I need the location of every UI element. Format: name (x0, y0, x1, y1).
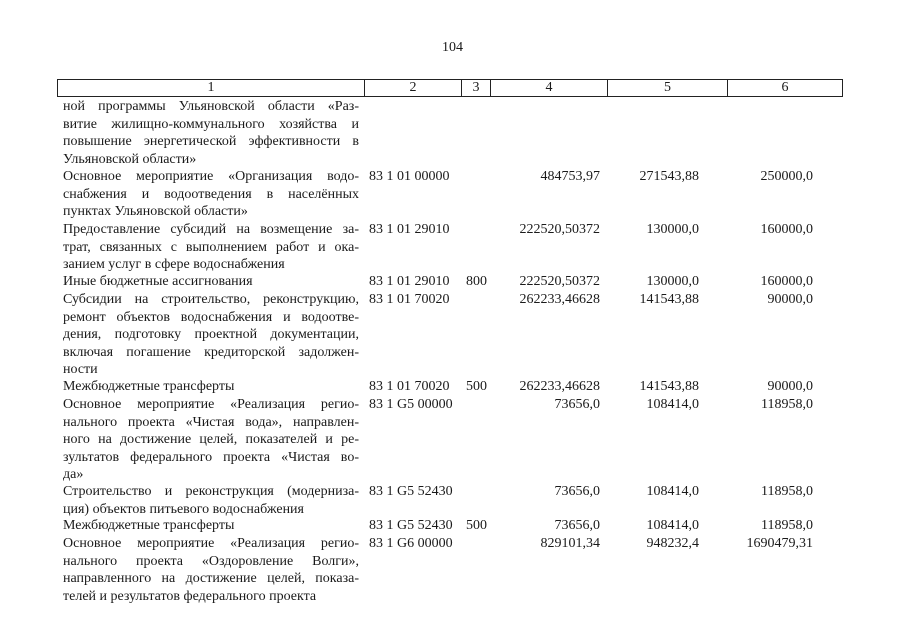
row-description (63, 273, 359, 291)
description-line: повышение энергетической эффективности в (63, 134, 359, 149)
amount-col-5: 108414,0 (646, 518, 699, 533)
description-line: да» (63, 467, 84, 482)
amount-col-5: 141543,88 (639, 292, 699, 307)
description-line: нального проекта «Оздоровление Волги», (63, 553, 359, 569)
description-line: Ульяновской области» (63, 151, 197, 167)
table-header-row (57, 79, 843, 97)
description-line: витие жилищно-коммунального хозяйства и (63, 116, 359, 132)
column-header-4: 4 (490, 80, 607, 96)
amount-col-4: 73656,0 (554, 484, 600, 499)
target-code: 83 1 01 00000 (369, 169, 450, 184)
description-line: ной программы Ульяновской области «Раз- (63, 99, 359, 114)
description-line: снабжения и водоотведения в населённых (63, 186, 359, 202)
description-line: Субсидии на строительство, реконструкцию, (63, 292, 359, 307)
amount-col-5: 271543,88 (639, 169, 699, 184)
description-line: пунктах Ульяновской области» (63, 204, 248, 219)
description-line: ремонт объектов водоснабжения и водоотве- (63, 309, 359, 325)
amount-col-6: 250000,0 (760, 169, 813, 184)
target-code: 83 1 G5 52430 (369, 518, 453, 533)
row-description (63, 98, 359, 168)
target-code: 83 1 01 29010 (369, 222, 450, 237)
amount-col-4: 829101,34 (540, 536, 600, 551)
description-line: Предоставление субсидий на возмещение за- (63, 222, 359, 237)
amount-col-6: 118958,0 (761, 397, 813, 412)
amount-col-4: 222520,50372 (519, 274, 600, 289)
column-header-3: 3 (461, 80, 490, 96)
amount-col-4: 222520,50372 (519, 222, 600, 237)
expense-type: 800 (466, 274, 487, 289)
amount-col-4: 484753,97 (540, 169, 600, 184)
amount-col-5: 141543,88 (639, 379, 699, 394)
amount-col-4: 73656,0 (554, 397, 600, 412)
description-line: направленного на достижение целей, показа- (63, 571, 359, 586)
amount-col-5: 130000,0 (646, 274, 699, 289)
description-line: Основное мероприятие «Реализация регио- (63, 536, 359, 551)
amount-col-6: 90000,0 (767, 292, 813, 307)
amount-col-5: 108414,0 (646, 397, 699, 412)
description-line: ности (63, 362, 98, 377)
description-line: телей и результатов федерального проекта (63, 588, 317, 604)
amount-col-6: 160000,0 (760, 222, 813, 237)
column-header-6: 6 (727, 80, 842, 96)
target-code: 83 1 G5 52430 (369, 484, 453, 499)
row-description (63, 517, 359, 535)
description-line: Основное мероприятие «Организация водо- (63, 169, 359, 184)
target-code: 83 1 G6 00000 (369, 536, 453, 551)
description-line: дения, подготовку проектной документации, (63, 327, 359, 342)
amount-col-5: 130000,0 (646, 222, 699, 237)
description-line: трат, связанных с выполнением работ и ока- (63, 239, 359, 255)
description-line: включая погашение кредиторской задолжен- (63, 344, 359, 360)
amount-col-4: 73656,0 (554, 518, 600, 533)
description-line: ция) объектов питьевого водоснабжения (63, 501, 304, 517)
description-line: Строительство и реконструкция (модерниза- (63, 484, 359, 499)
row-description (63, 396, 359, 484)
row-description (63, 483, 359, 518)
amount-col-5: 948232,4 (646, 536, 699, 551)
amount-col-6: 118958,0 (761, 484, 813, 499)
column-header-1: 1 (207, 80, 215, 95)
amount-col-6: 1690479,31 (746, 536, 813, 551)
amount-col-4: 262233,46628 (519, 292, 600, 307)
row-description (63, 221, 359, 274)
row-description (63, 168, 359, 221)
description-line: Межбюджетные трансферты (63, 518, 235, 533)
expense-type: 500 (466, 379, 487, 394)
description-line: ного на достижение целей, показателей и ре- (63, 432, 359, 447)
target-code: 83 1 01 70020 (369, 379, 450, 394)
description-line: занием услуг в сфере водоснабжения (63, 257, 285, 272)
column-header-5: 5 (607, 80, 727, 96)
target-code: 83 1 01 29010 (369, 274, 450, 289)
amount-col-4: 262233,46628 (519, 379, 600, 394)
expense-type: 500 (466, 518, 487, 533)
page-number: 104 (442, 40, 463, 55)
amount-col-5: 108414,0 (646, 484, 699, 499)
column-header-2: 2 (364, 80, 461, 96)
row-description (63, 291, 359, 379)
description-line: Межбюджетные трансферты (63, 379, 235, 394)
amount-col-6: 90000,0 (767, 379, 813, 394)
target-code: 83 1 G5 00000 (369, 397, 453, 412)
description-line: зультатов федерального проекта «Чистая во- (63, 449, 359, 465)
description-line: Основное мероприятие «Реализация регио- (63, 397, 359, 412)
amount-col-6: 160000,0 (760, 274, 813, 289)
row-description (63, 535, 359, 605)
target-code: 83 1 01 70020 (369, 292, 450, 307)
amount-col-6: 118958,0 (761, 518, 813, 533)
description-line: нального проекта «Чистая вода», направлен- (63, 414, 359, 430)
row-description (63, 378, 359, 396)
description-line: Иные бюджетные ассигнования (63, 274, 253, 289)
